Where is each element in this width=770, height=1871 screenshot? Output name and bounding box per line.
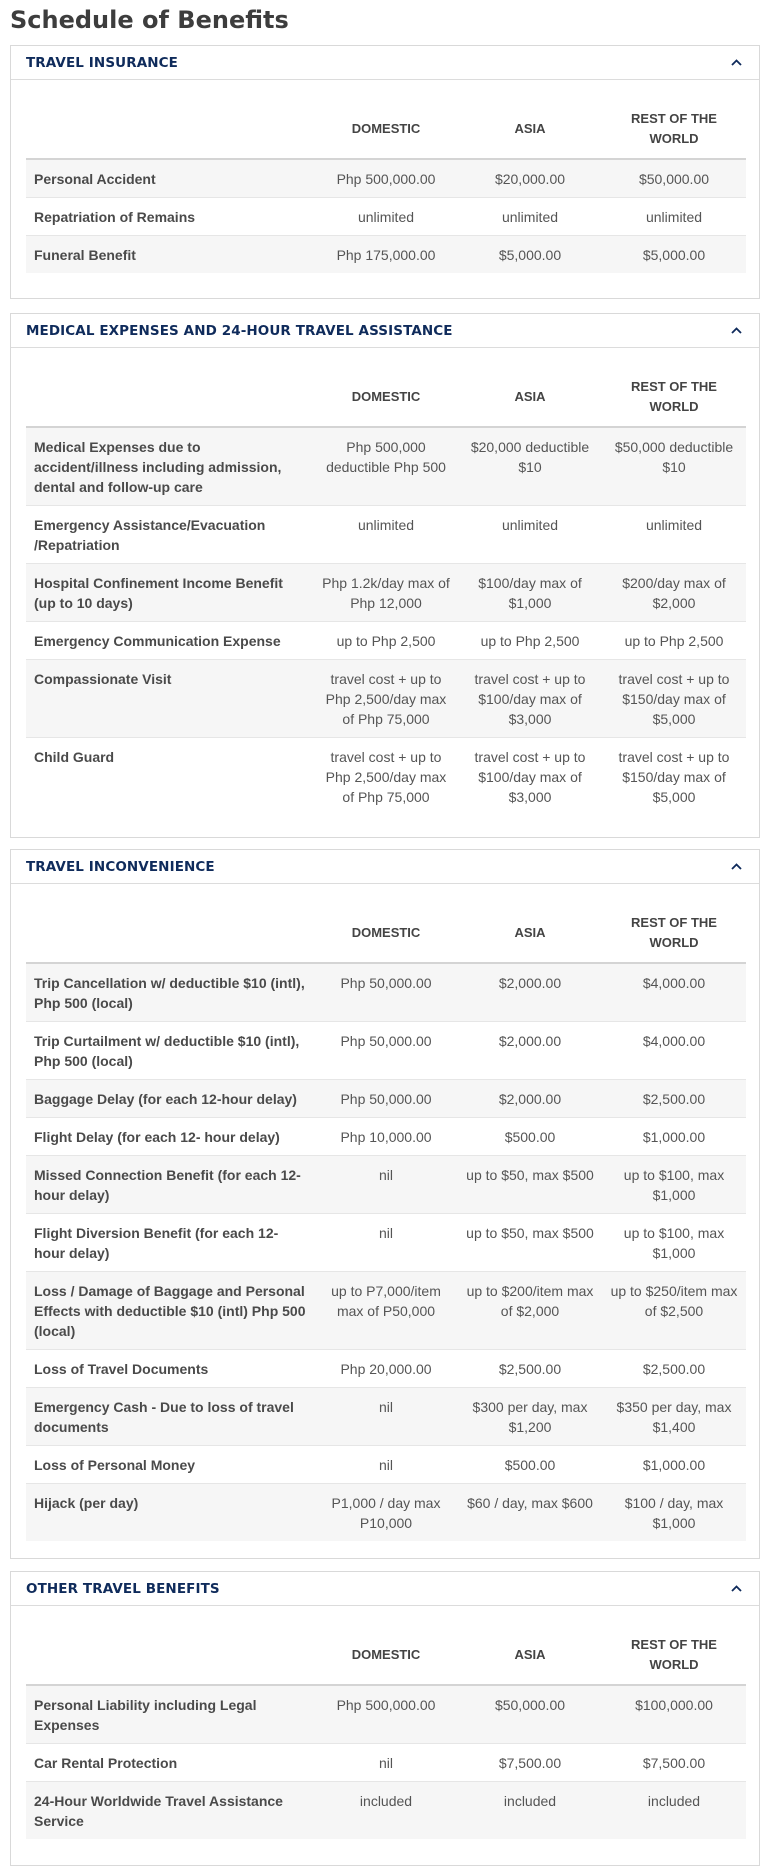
table-header-row [26, 100, 746, 159]
cell-rest-of-world: up to $100, max $1,000 [602, 1156, 746, 1214]
cell-domestic: Php 10,000.00 [314, 1118, 458, 1156]
cell-asia: $2,000.00 [458, 963, 602, 1022]
cell-rest-of-world: $5,000.00 [602, 236, 746, 274]
cell-asia: travel cost + up to $100/day max of $3,000 [458, 738, 602, 816]
cell-rest-of-world: $2,500.00 [602, 1350, 746, 1388]
benefit-label: Personal Liability including Legal Expenses [26, 1685, 314, 1744]
table-row [26, 1118, 746, 1156]
benefits-table [26, 1626, 746, 1839]
section-title: OTHER TRAVEL BENEFITS [26, 1580, 220, 1597]
cell-domestic: nil [314, 1446, 458, 1484]
table-row [26, 1080, 746, 1118]
column-header-rest-of-world: REST OF THE WORLD [602, 100, 746, 159]
table-header-row [26, 904, 746, 963]
cell-rest-of-world: travel cost + up to $150/day max of $5,000 [602, 738, 746, 816]
cell-domestic: travel cost + up to Php 2,500/day max of Php 75,000 [314, 660, 458, 738]
benefit-label: Hospital Confinement Income Benefit (up to 10 days) [26, 564, 314, 622]
table-row [26, 1685, 746, 1744]
cell-asia: $100/day max of $1,000 [458, 564, 602, 622]
table-row [26, 1156, 746, 1214]
benefit-label: Loss of Personal Money [26, 1446, 314, 1484]
cell-domestic: Php 50,000.00 [314, 963, 458, 1022]
cell-rest-of-world: $200/day max of $2,000 [602, 564, 746, 622]
cell-asia: unlimited [458, 198, 602, 236]
cell-domestic: Php 500,000.00 [314, 159, 458, 198]
column-header-asia: ASIA [458, 100, 602, 159]
cell-asia: unlimited [458, 506, 602, 564]
cell-asia: up to $50, max $500 [458, 1156, 602, 1214]
cell-asia: up to Php 2,500 [458, 622, 602, 660]
table-header-row [26, 1626, 746, 1685]
cell-asia: $20,000 deductible $10 [458, 427, 602, 506]
section-header[interactable] [11, 314, 759, 348]
column-header-rest-of-world: REST OF THE WORLD [602, 904, 746, 963]
table-row [26, 236, 746, 274]
table-row [26, 1782, 746, 1840]
benefit-label: Trip Cancellation w/ deductible $10 (intl), Php 500 (local) [26, 963, 314, 1022]
table-row [26, 506, 746, 564]
cell-domestic: unlimited [314, 198, 458, 236]
cell-rest-of-world: $1,000.00 [602, 1446, 746, 1484]
section-header[interactable] [11, 46, 759, 80]
cell-domestic: Php 1.2k/day max of Php 12,000 [314, 564, 458, 622]
benefit-label: Emergency Assistance/Evacuation /Repatriation [26, 506, 314, 564]
column-header-label [26, 904, 314, 963]
benefit-label: Hijack (per day) [26, 1484, 314, 1542]
section-panel [10, 45, 760, 299]
cell-domestic: Php 500,000.00 [314, 1685, 458, 1744]
cell-asia: $500.00 [458, 1446, 602, 1484]
column-header-label [26, 1626, 314, 1685]
benefits-table [26, 904, 746, 1541]
benefit-label: Flight Delay (for each 12- hour delay) [26, 1118, 314, 1156]
column-header-domestic: DOMESTIC [314, 1626, 458, 1685]
chevron-up-icon[interactable] [729, 56, 743, 70]
cell-asia: up to $50, max $500 [458, 1214, 602, 1272]
column-header-domestic: DOMESTIC [314, 368, 458, 427]
cell-rest-of-world: $7,500.00 [602, 1744, 746, 1782]
table-row [26, 1214, 746, 1272]
cell-asia: $50,000.00 [458, 1685, 602, 1744]
cell-asia: up to $200/item max of $2,000 [458, 1272, 602, 1350]
cell-asia: $7,500.00 [458, 1744, 602, 1782]
benefit-label: Baggage Delay (for each 12-hour delay) [26, 1080, 314, 1118]
cell-domestic: up to Php 2,500 [314, 622, 458, 660]
column-header-rest-of-world: REST OF THE WORLD [602, 1626, 746, 1685]
benefit-label: Loss of Travel Documents [26, 1350, 314, 1388]
cell-domestic: Php 20,000.00 [314, 1350, 458, 1388]
benefit-label: Compassionate Visit [26, 660, 314, 738]
benefit-label: Emergency Cash - Due to loss of travel documents [26, 1388, 314, 1446]
cell-rest-of-world: $350 per day, max $1,400 [602, 1388, 746, 1446]
benefit-label: Flight Diversion Benefit (for each 12-hour delay) [26, 1214, 314, 1272]
benefit-label: Repatriation of Remains [26, 198, 314, 236]
cell-rest-of-world: up to $250/item max of $2,500 [602, 1272, 746, 1350]
cell-rest-of-world: $100 / day, max $1,000 [602, 1484, 746, 1542]
cell-rest-of-world: $50,000 deductible $10 [602, 427, 746, 506]
cell-domestic: travel cost + up to Php 2,500/day max of Php 75,000 [314, 738, 458, 816]
table-row [26, 1272, 746, 1350]
cell-rest-of-world: up to $100, max $1,000 [602, 1214, 746, 1272]
cell-asia: $2,000.00 [458, 1022, 602, 1080]
cell-asia: included [458, 1782, 602, 1840]
cell-domestic: Php 175,000.00 [314, 236, 458, 274]
cell-rest-of-world: unlimited [602, 506, 746, 564]
table-row [26, 1350, 746, 1388]
benefit-label: 24-Hour Worldwide Travel Assistance Service [26, 1782, 314, 1840]
column-header-asia: ASIA [458, 368, 602, 427]
table-row [26, 963, 746, 1022]
column-header-domestic: DOMESTIC [314, 100, 458, 159]
cell-asia: $20,000.00 [458, 159, 602, 198]
benefit-label: Funeral Benefit [26, 236, 314, 274]
benefit-label: Trip Curtailment w/ deductible $10 (intl), Php 500 (local) [26, 1022, 314, 1080]
cell-asia: $2,500.00 [458, 1350, 602, 1388]
section-title: TRAVEL INSURANCE [26, 54, 178, 71]
column-header-label [26, 100, 314, 159]
table-row [26, 1022, 746, 1080]
cell-rest-of-world: $100,000.00 [602, 1685, 746, 1744]
table-row [26, 159, 746, 198]
table-row [26, 1446, 746, 1484]
table-row [26, 564, 746, 622]
section-header[interactable] [11, 1572, 759, 1606]
cell-rest-of-world: $4,000.00 [602, 963, 746, 1022]
table-row [26, 660, 746, 738]
benefits-table [26, 100, 746, 273]
table-header-row [26, 368, 746, 427]
column-header-label [26, 368, 314, 427]
cell-domestic: up to P7,000/item max of P50,000 [314, 1272, 458, 1350]
cell-asia: $300 per day, max $1,200 [458, 1388, 602, 1446]
cell-asia: $500.00 [458, 1118, 602, 1156]
benefit-label: Emergency Communication Expense [26, 622, 314, 660]
cell-asia: travel cost + up to $100/day max of $3,000 [458, 660, 602, 738]
cell-rest-of-world: $2,500.00 [602, 1080, 746, 1118]
section-panel [10, 1571, 760, 1866]
table-row [26, 427, 746, 506]
cell-domestic: P1,000 / day max P10,000 [314, 1484, 458, 1542]
chevron-up-icon[interactable] [729, 860, 743, 874]
cell-domestic: Php 50,000.00 [314, 1022, 458, 1080]
column-header-rest-of-world: REST OF THE WORLD [602, 368, 746, 427]
cell-domestic: nil [314, 1744, 458, 1782]
cell-asia: $60 / day, max $600 [458, 1484, 602, 1542]
cell-rest-of-world: included [602, 1782, 746, 1840]
benefit-label: Car Rental Protection [26, 1744, 314, 1782]
benefit-label: Personal Accident [26, 159, 314, 198]
benefit-label: Loss / Damage of Baggage and Personal Effects with deductible $10 (intl) Php 500 (local) [26, 1272, 314, 1350]
page-title: Schedule of Benefits [10, 6, 289, 34]
section-title: TRAVEL INCONVENIENCE [26, 858, 215, 875]
cell-domestic: nil [314, 1214, 458, 1272]
table-row [26, 198, 746, 236]
column-header-asia: ASIA [458, 1626, 602, 1685]
cell-domestic: Php 50,000.00 [314, 1080, 458, 1118]
benefits-table [26, 368, 746, 815]
table-row [26, 1744, 746, 1782]
section-header[interactable] [11, 850, 759, 884]
section-panel [10, 313, 760, 838]
section-title: MEDICAL EXPENSES AND 24-HOUR TRAVEL ASSISTANCE [26, 322, 453, 339]
cell-rest-of-world: up to Php 2,500 [602, 622, 746, 660]
cell-rest-of-world: $50,000.00 [602, 159, 746, 198]
table-row [26, 622, 746, 660]
table-row [26, 1388, 746, 1446]
cell-rest-of-world: travel cost + up to $150/day max of $5,000 [602, 660, 746, 738]
cell-rest-of-world: unlimited [602, 198, 746, 236]
cell-rest-of-world: $4,000.00 [602, 1022, 746, 1080]
table-row [26, 738, 746, 816]
benefit-label: Child Guard [26, 738, 314, 816]
column-header-domestic: DOMESTIC [314, 904, 458, 963]
cell-domestic: included [314, 1782, 458, 1840]
chevron-up-icon[interactable] [729, 1582, 743, 1596]
section-panel [10, 849, 760, 1559]
cell-domestic: nil [314, 1156, 458, 1214]
cell-domestic: Php 500,000 deductible Php 500 [314, 427, 458, 506]
cell-asia: $2,000.00 [458, 1080, 602, 1118]
benefit-label: Medical Expenses due to accident/illness including admission, dental and follow-up care [26, 427, 314, 506]
benefit-label: Missed Connection Benefit (for each 12-hour delay) [26, 1156, 314, 1214]
cell-domestic: unlimited [314, 506, 458, 564]
cell-asia: $5,000.00 [458, 236, 602, 274]
cell-rest-of-world: $1,000.00 [602, 1118, 746, 1156]
column-header-asia: ASIA [458, 904, 602, 963]
cell-domestic: nil [314, 1388, 458, 1446]
table-row [26, 1484, 746, 1542]
chevron-up-icon[interactable] [729, 324, 743, 338]
